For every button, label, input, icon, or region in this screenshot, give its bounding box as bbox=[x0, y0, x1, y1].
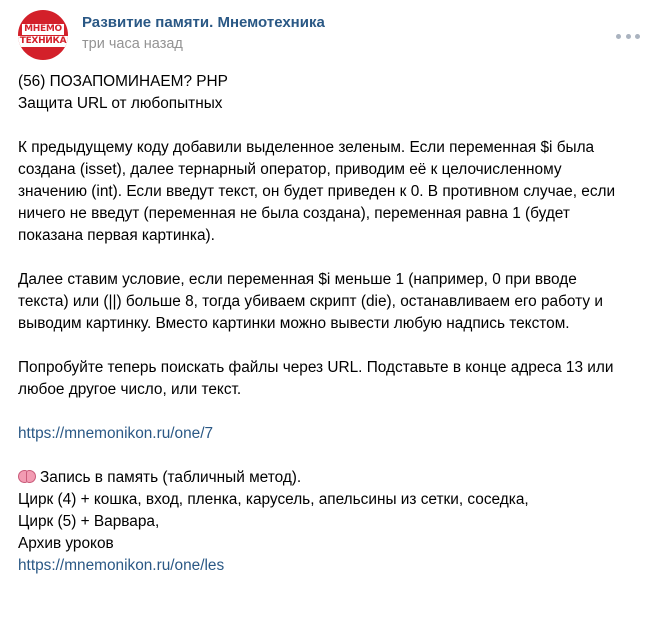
link-line bbox=[18, 423, 648, 445]
paragraph-1-line: ничего не введут (переменная не была создана), переменная равна 1 (будет bbox=[18, 205, 570, 222]
paragraph-1-line: создана (isset), далее тернарный оператор, приводим её к целочисленному bbox=[18, 161, 562, 178]
paragraph-spacer bbox=[18, 247, 648, 269]
paragraph-3-line: Попробуйте теперь поискать файлы через URL. Подставьте в конце адреса 13 или bbox=[18, 359, 614, 376]
memo-line: Цирк (4) + кошка, вход, пленка, карусель, апельсины из сетки, соседка, bbox=[18, 491, 529, 508]
post-subtitle: Защита URL от любопытных bbox=[18, 95, 223, 112]
group-avatar[interactable] bbox=[18, 10, 68, 60]
avatar-logo-text-top: МНЕМО bbox=[24, 23, 62, 34]
paragraph-2-line: Далее ставим условие, если переменная $i меньше 1 (например, 0 при вводе bbox=[18, 271, 577, 288]
paragraph-1-line: К предыдущему коду добавили выделенное зеленым. Если переменная $i была bbox=[18, 139, 595, 156]
post-header bbox=[16, 8, 644, 64]
lessons-archive-link[interactable]: https://mnemonikon.ru/one/les bbox=[18, 557, 225, 574]
group-name-link[interactable]: Развитие памяти. Мнемотехника bbox=[82, 14, 325, 31]
more-options-icon[interactable] bbox=[616, 30, 640, 42]
paragraph-1-line: значению (int). Если введут текст, он будет приведен к 0. В противном случае, если bbox=[18, 183, 616, 200]
more-dot bbox=[635, 34, 640, 39]
memo-line: Цирк (5) + Варвара, bbox=[18, 513, 160, 530]
paragraph-spacer bbox=[18, 445, 648, 467]
link-line bbox=[18, 555, 648, 577]
avatar-logo-text-bottom: ТЕХНИКА bbox=[19, 35, 67, 46]
post-body bbox=[18, 71, 648, 577]
paragraph-1-line: показана первая картинка). bbox=[18, 227, 215, 244]
paragraph-3-line: любое другое число, или текст. bbox=[18, 381, 242, 398]
post-timestamp[interactable]: три часа назад bbox=[82, 36, 183, 52]
paragraph-spacer bbox=[18, 115, 648, 137]
more-dot bbox=[626, 34, 631, 39]
memo-title: Запись в память (табличный метод). bbox=[40, 469, 302, 486]
archive-label: Архив уроков bbox=[18, 535, 114, 552]
paragraph-2-line: выводим картинку. Вместо картинки можно вывести любую надпись текстом. bbox=[18, 315, 570, 332]
memo-title-line bbox=[18, 467, 648, 489]
paragraph-spacer bbox=[18, 335, 648, 357]
more-dot bbox=[616, 34, 621, 39]
example-url-link[interactable]: https://mnemonikon.ru/one/7 bbox=[18, 425, 214, 442]
brain-emoji-icon bbox=[18, 469, 36, 484]
post-title: (56) ПОЗАПОМИНАЕМ? PHP bbox=[18, 73, 228, 90]
paragraph-spacer bbox=[18, 401, 648, 423]
paragraph-2-line: текста) или (||) больше 8, тогда убиваем скрипт (die), останавливаем его работу и bbox=[18, 293, 603, 310]
